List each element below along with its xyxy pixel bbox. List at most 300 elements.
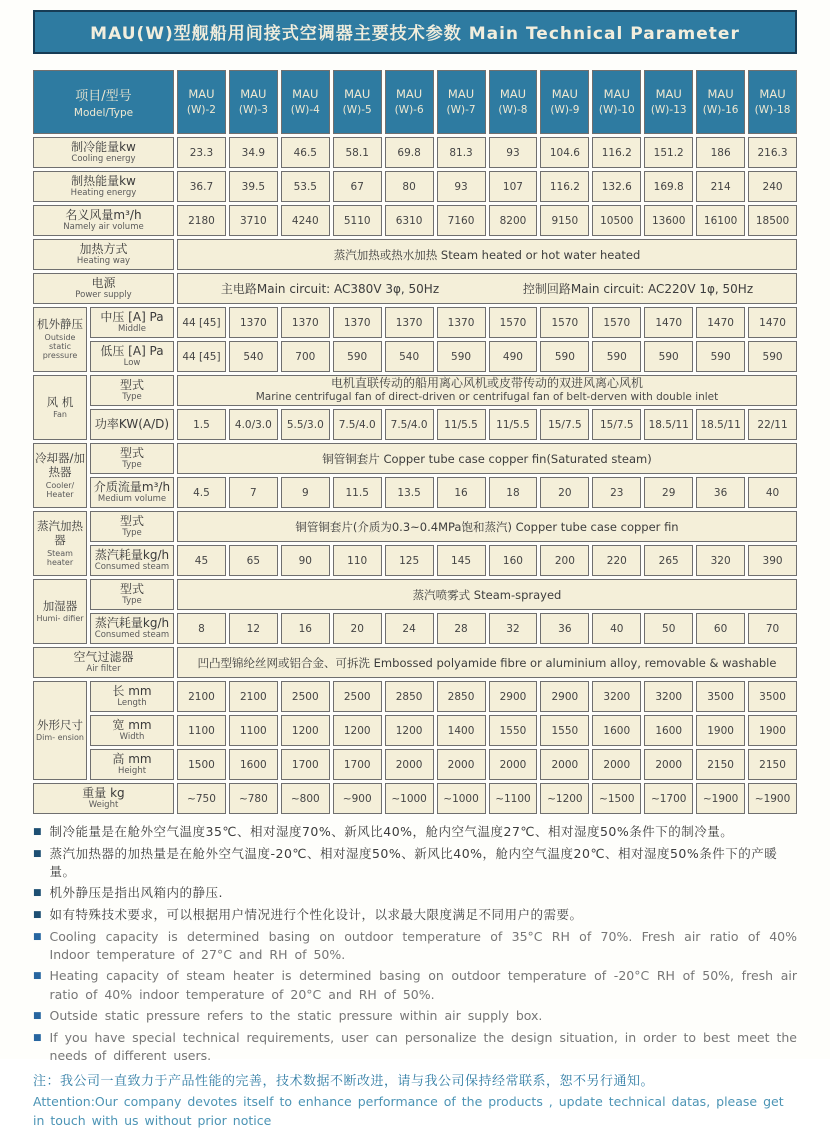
footnote-text: 如有特殊技术要求，可以根据用户情况进行个性化设计，以求最大限度满足不同用户的需要。 [50, 906, 583, 924]
value-cell: 1200 [385, 715, 434, 746]
value-cell: ~780 [229, 783, 278, 814]
model-line2: (W)-7 [447, 103, 476, 117]
footnotes [33, 823, 797, 1065]
corner-label-en: Model/Type [74, 107, 133, 119]
span-text-left: 主电路Main circuit: AC380V 3φ, 50Hz [221, 280, 439, 297]
row-label-en: Type [122, 597, 142, 607]
value-cell: 70 [748, 613, 797, 644]
row-label-zh: 型式 [120, 378, 144, 392]
footnote-text: Cooling capacity is determined basing on outdoor temperature of 35°C RH of 70%. Fresh air ratio of 40% Indoor temperature of 27°C and RH of 50%. [50, 928, 797, 964]
value-cell: 540 [385, 341, 434, 372]
value-cell: 2000 [437, 749, 486, 780]
value-cell: 1370 [229, 307, 278, 338]
footnote-item [33, 884, 797, 902]
value-cell: 93 [489, 137, 538, 168]
value-cell: 7 [229, 477, 278, 508]
row-label-zh: 制热能量kw [71, 174, 136, 188]
footnote-item [33, 823, 797, 841]
value-cell: 151.2 [644, 137, 693, 168]
value-cell: 60 [696, 613, 745, 644]
row-label-zh: 型式 [120, 582, 144, 596]
row-label-cell [90, 511, 174, 542]
value-cell: 1700 [333, 749, 382, 780]
value-cell: 590 [592, 341, 641, 372]
row-label-en: Consumed steam [95, 563, 169, 573]
value-cell: 7.5/4.0 [385, 409, 434, 440]
value-cell: 116.2 [540, 171, 589, 202]
row-label-en: Consumed steam [95, 631, 169, 641]
value-cell: 65 [229, 545, 278, 576]
model-header-cell [592, 70, 641, 134]
value-cell: 200 [540, 545, 589, 576]
footnote-item [33, 1029, 797, 1065]
value-cell: 16 [281, 613, 330, 644]
row-label-en: Heating way [77, 257, 130, 267]
model-line2: (W)-13 [651, 103, 687, 117]
value-cell: 1370 [333, 307, 382, 338]
row-label-cell [33, 137, 174, 168]
model-line1: MAU [604, 87, 630, 103]
value-cell: 2100 [177, 681, 226, 712]
row-label-zh: 蒸汽加热器 [35, 520, 85, 548]
value-cell: 590 [437, 341, 486, 372]
value-cell: 320 [696, 545, 745, 576]
span-value-cell: 凹凸型锦纶丝网或铝合金、可拆洗 Embossed polyamide fibre or aluminium alloy, removable & washable [177, 647, 797, 678]
footnote-item [33, 967, 797, 1003]
value-cell: 1500 [177, 749, 226, 780]
span-value-cell [177, 375, 797, 406]
model-header-cell [696, 70, 745, 134]
row-label-zh: 型式 [120, 514, 144, 528]
model-line1: MAU [656, 87, 682, 103]
value-cell: 44 [45] [177, 341, 226, 372]
value-cell: 2100 [229, 681, 278, 712]
group-label-cell [33, 375, 87, 440]
value-cell: 2500 [333, 681, 382, 712]
row-label-zh: 名义风量m³/h [65, 208, 141, 222]
value-cell: 44 [45] [177, 307, 226, 338]
value-cell: 8 [177, 613, 226, 644]
value-cell: 110 [333, 545, 382, 576]
value-cell: 125 [385, 545, 434, 576]
row-label-cell [33, 647, 174, 678]
square-bullet-icon: ■ [33, 909, 42, 924]
footnote-item [33, 906, 797, 924]
value-cell: 7.5/4.0 [333, 409, 382, 440]
row-label-zh: 中压 [A] Pa [100, 310, 163, 324]
footnote-text: 蒸汽加热器的加热量是在舱外空气温度-20℃、相对湿度50%、新风比40%，舱内空气温度20℃、相对湿度50%条件下的产暖量。 [50, 845, 797, 881]
value-cell: 700 [281, 341, 330, 372]
value-cell: 1900 [748, 715, 797, 746]
value-cell: 1570 [592, 307, 641, 338]
value-cell: 18500 [748, 205, 797, 236]
row-label-en: Outside static pressure [35, 333, 85, 361]
value-cell: 46.5 [281, 137, 330, 168]
value-cell: 81.3 [437, 137, 486, 168]
row-label-en: Weight [89, 801, 119, 811]
row-label-zh: 加湿器 [43, 600, 78, 614]
footnote-text: Heating capacity of steam heater is determined basing on outdoor temperature of -20°C RH of 50%, fresh air ratio of 40% indoor temperature of 20°C and RH of 50%. [50, 967, 797, 1003]
footnote-item [33, 1007, 797, 1025]
value-cell: 3500 [696, 681, 745, 712]
row-label-cell [90, 613, 174, 644]
group-label-cell [33, 681, 87, 780]
value-cell: 160 [489, 545, 538, 576]
model-header-cell [177, 70, 226, 134]
row-label-cell [90, 477, 174, 508]
row-label-zh: 高 mm [112, 752, 151, 766]
value-cell: 1100 [177, 715, 226, 746]
value-cell: 3710 [229, 205, 278, 236]
corner-label-zh: 项目/型号 [75, 85, 131, 104]
value-cell: 1200 [333, 715, 382, 746]
value-cell: 1.5 [177, 409, 226, 440]
row-label-en: Dim- ension [36, 733, 84, 742]
model-header-cell [540, 70, 589, 134]
model-line2: (W)-6 [395, 103, 424, 117]
row-label-zh: 功率KW(A/D) [95, 417, 169, 431]
row-label-en: Fan [53, 410, 67, 419]
value-cell: 13600 [644, 205, 693, 236]
row-label-en: Length [117, 699, 146, 709]
footnote-item [33, 928, 797, 964]
value-cell: ~1100 [489, 783, 538, 814]
row-label-zh: 宽 mm [112, 718, 151, 732]
row-label-cell [90, 341, 174, 372]
value-cell: 18 [489, 477, 538, 508]
model-line2: (W)-2 [187, 103, 216, 117]
value-cell: 22/11 [748, 409, 797, 440]
value-cell: ~1900 [696, 783, 745, 814]
row-label-en: Namely air volume [63, 223, 143, 233]
value-cell: 40 [592, 613, 641, 644]
attention-note [33, 1072, 797, 1130]
value-cell: 2500 [281, 681, 330, 712]
model-header-cell [748, 70, 797, 134]
row-label-zh: 电源 [91, 276, 115, 290]
value-cell: 3200 [644, 681, 693, 712]
value-cell: 107 [489, 171, 538, 202]
value-cell: 2000 [489, 749, 538, 780]
value-cell: 50 [644, 613, 693, 644]
row-label-cell [90, 749, 174, 780]
value-cell: 540 [229, 341, 278, 372]
row-label-en: Width [120, 733, 145, 743]
value-cell: 590 [540, 341, 589, 372]
row-label-cell [33, 205, 174, 236]
value-cell: ~1200 [540, 783, 589, 814]
value-cell: 12 [229, 613, 278, 644]
value-cell: ~1000 [437, 783, 486, 814]
model-line2: (W)-5 [343, 103, 372, 117]
group-label-cell [33, 443, 87, 508]
parameters-table [33, 70, 797, 814]
value-cell: 23.3 [177, 137, 226, 168]
value-cell: 1370 [385, 307, 434, 338]
corner-header-cell [33, 70, 174, 134]
row-label-en: Type [122, 393, 142, 403]
model-line1: MAU [448, 87, 474, 103]
value-cell: 4.5 [177, 477, 226, 508]
square-bullet-icon: ■ [33, 931, 42, 964]
value-cell: 186 [696, 137, 745, 168]
page-title: MAU(W)型舰船用间接式空调器主要技术参数 Main Technical Parameter [33, 10, 797, 54]
span-value-cell: 铜管铜套片 Copper tube case copper fin(Saturated steam) [177, 443, 797, 474]
row-label-zh: 外形尺寸 [37, 719, 83, 733]
value-cell: 4.0/3.0 [229, 409, 278, 440]
row-label-zh: 低压 [A] Pa [100, 344, 163, 358]
value-cell: 93 [437, 171, 486, 202]
row-label-en: Humi- difier [36, 614, 83, 623]
value-cell: 1370 [281, 307, 330, 338]
value-cell: 53.5 [281, 171, 330, 202]
model-line1: MAU [188, 87, 214, 103]
value-cell: 2850 [437, 681, 486, 712]
value-cell: ~1000 [385, 783, 434, 814]
row-label-en: Cooling energy [71, 155, 135, 165]
model-line2: (W)-9 [550, 103, 579, 117]
group-label-cell [33, 579, 87, 644]
value-cell: 1470 [748, 307, 797, 338]
value-cell: 1600 [229, 749, 278, 780]
value-cell: 214 [696, 171, 745, 202]
value-cell: 28 [437, 613, 486, 644]
value-cell: 2150 [696, 749, 745, 780]
row-label-cell [90, 681, 174, 712]
value-cell: 11/5.5 [437, 409, 486, 440]
model-line1: MAU [240, 87, 266, 103]
row-label-cell [90, 409, 174, 440]
row-label-en: Type [122, 529, 142, 539]
span-text-en: Marine centrifugal fan of direct-driven or centrifugal fan of belt-derven with double inlet [256, 391, 719, 405]
value-cell: 16 [437, 477, 486, 508]
model-line1: MAU [344, 87, 370, 103]
value-cell: 6310 [385, 205, 434, 236]
value-cell: 9150 [540, 205, 589, 236]
value-cell: 16100 [696, 205, 745, 236]
model-line1: MAU [396, 87, 422, 103]
row-label-cell [90, 579, 174, 610]
row-label-zh: 加热方式 [79, 242, 127, 256]
value-cell: 29 [644, 477, 693, 508]
row-label-cell [33, 239, 174, 270]
value-cell: 2850 [385, 681, 434, 712]
group-label-cell [33, 307, 87, 372]
content-area [33, 10, 797, 1130]
value-cell: 34.9 [229, 137, 278, 168]
row-label-en: Medium volume [98, 495, 166, 505]
row-label-zh: 蒸汽耗量kg/h [95, 548, 169, 562]
row-label-en: Height [118, 767, 146, 777]
row-label-zh: 型式 [120, 446, 144, 460]
value-cell: 1600 [592, 715, 641, 746]
row-label-zh: 介质流量m³/h [94, 480, 170, 494]
value-cell: ~750 [177, 783, 226, 814]
value-cell: 1570 [489, 307, 538, 338]
value-cell: 2150 [748, 749, 797, 780]
model-line2: (W)-18 [755, 103, 791, 117]
value-cell: 220 [592, 545, 641, 576]
row-label-en: Low [124, 359, 141, 369]
value-cell: 9 [281, 477, 330, 508]
value-cell: 90 [281, 545, 330, 576]
value-cell: ~1500 [592, 783, 641, 814]
value-cell: 11.5 [333, 477, 382, 508]
model-line1: MAU [759, 87, 785, 103]
row-label-zh: 长 mm [112, 684, 151, 698]
row-label-cell [33, 783, 174, 814]
row-label-en: Power supply [75, 291, 131, 301]
row-label-en: Air filter [86, 665, 120, 675]
value-cell: 1550 [540, 715, 589, 746]
value-cell: 36 [540, 613, 589, 644]
footnote-text: 机外静压是指出风箱内的静压. [50, 884, 223, 902]
span-value-cell [177, 273, 797, 304]
value-cell: 18.5/11 [696, 409, 745, 440]
value-cell: 590 [748, 341, 797, 372]
value-cell: 116.2 [592, 137, 641, 168]
value-cell: 36 [696, 477, 745, 508]
value-cell: 216.3 [748, 137, 797, 168]
row-label-cell [33, 171, 174, 202]
value-cell: 490 [489, 341, 538, 372]
value-cell: 145 [437, 545, 486, 576]
row-label-cell [90, 545, 174, 576]
value-cell: 2180 [177, 205, 226, 236]
value-cell: 1370 [437, 307, 486, 338]
value-cell: 20 [333, 613, 382, 644]
value-cell: 590 [696, 341, 745, 372]
span-text-zh: 电机直联传动的船用离心风机或皮带传动的双进风离心风机 [331, 376, 643, 392]
value-cell: 104.6 [540, 137, 589, 168]
value-cell: 390 [748, 545, 797, 576]
value-cell: 39.5 [229, 171, 278, 202]
row-label-en: Heating energy [71, 189, 137, 199]
value-cell: 5.5/3.0 [281, 409, 330, 440]
footnote-text: Outside static pressure refers to the static pressure within air supply box. [50, 1007, 543, 1025]
value-cell: 2000 [592, 749, 641, 780]
value-cell: 1700 [281, 749, 330, 780]
value-cell: 1600 [644, 715, 693, 746]
row-label-en: Type [122, 461, 142, 471]
row-label-zh: 蒸汽耗量kg/h [95, 616, 169, 630]
value-cell: 45 [177, 545, 226, 576]
value-cell: 1470 [696, 307, 745, 338]
row-label-cell [90, 443, 174, 474]
model-line2: (W)-16 [703, 103, 739, 117]
row-label-zh: 冷却器/加热器 [35, 452, 85, 480]
value-cell: 1550 [489, 715, 538, 746]
value-cell: 3200 [592, 681, 641, 712]
model-header-cell [489, 70, 538, 134]
attention-note-en: Attention:Our company devotes itself to enhance performance of the products , update technical datas, please get in touch with us without prior notice [33, 1092, 797, 1130]
value-cell: 32 [489, 613, 538, 644]
row-label-en: Steam heater [35, 549, 85, 567]
row-label-en: Middle [118, 325, 146, 335]
value-cell: 11/5.5 [489, 409, 538, 440]
model-line2: (W)-4 [291, 103, 320, 117]
value-cell: 132.6 [592, 171, 641, 202]
row-label-zh: 机外静压 [37, 318, 83, 332]
value-cell: 1470 [644, 307, 693, 338]
value-cell: 20 [540, 477, 589, 508]
value-cell: ~800 [281, 783, 330, 814]
row-label-cell [90, 375, 174, 406]
row-label-zh: 重量 kg [82, 786, 124, 800]
value-cell: 1400 [437, 715, 486, 746]
value-cell: 15/7.5 [592, 409, 641, 440]
value-cell: 13.5 [385, 477, 434, 508]
value-cell: 1900 [696, 715, 745, 746]
value-cell: 4240 [281, 205, 330, 236]
value-cell: ~1900 [748, 783, 797, 814]
value-cell: 1100 [229, 715, 278, 746]
value-cell: 2000 [385, 749, 434, 780]
row-label-en: Cooler/ Heater [35, 481, 85, 499]
model-header-cell [644, 70, 693, 134]
value-cell: 80 [385, 171, 434, 202]
square-bullet-icon: ■ [33, 970, 42, 1003]
attention-note-zh: 注：我公司一直致力于产品性能的完善，技术数据不断改进，请与我公司保持经常联系，恕不另行通知。 [33, 1072, 797, 1092]
square-bullet-icon: ■ [33, 826, 42, 841]
value-cell: 5110 [333, 205, 382, 236]
footnote-text: 制冷能量是在舱外空气温度35℃、相对湿度70%、新风比40%，舱内空气温度27℃、相对湿度50%条件下的制冷量。 [50, 823, 734, 841]
model-line1: MAU [552, 87, 578, 103]
row-label-zh: 风 机 [47, 396, 74, 410]
model-line2: (W)-8 [498, 103, 527, 117]
model-header-cell [281, 70, 330, 134]
row-label-zh: 制冷能量kw [71, 140, 136, 154]
value-cell: 67 [333, 171, 382, 202]
model-header-cell [229, 70, 278, 134]
row-label-cell [33, 273, 174, 304]
value-cell: 36.7 [177, 171, 226, 202]
span-value-cell: 蒸汽喷雾式 Steam-sprayed [177, 579, 797, 610]
footnote-item [33, 845, 797, 881]
value-cell: 18.5/11 [644, 409, 693, 440]
value-cell: 2000 [540, 749, 589, 780]
model-header-cell [333, 70, 382, 134]
square-bullet-icon: ■ [33, 848, 42, 881]
model-header-cell [385, 70, 434, 134]
model-line2: (W)-3 [239, 103, 268, 117]
value-cell: 2900 [540, 681, 589, 712]
value-cell: 240 [748, 171, 797, 202]
value-cell: 265 [644, 545, 693, 576]
span-text-right: 控制回路Main circuit: AC220V 1φ, 50Hz [523, 280, 753, 297]
row-label-cell [90, 307, 174, 338]
value-cell: 24 [385, 613, 434, 644]
square-bullet-icon: ■ [33, 887, 42, 902]
square-bullet-icon: ■ [33, 1010, 42, 1025]
value-cell: 3500 [748, 681, 797, 712]
model-line1: MAU [708, 87, 734, 103]
value-cell: 2900 [489, 681, 538, 712]
value-cell: 58.1 [333, 137, 382, 168]
value-cell: 590 [644, 341, 693, 372]
value-cell: ~1700 [644, 783, 693, 814]
footnote-text: If you have special technical requirements, user can personalize the design situation, in order to best meet the needs of different users. [50, 1029, 797, 1065]
value-cell: 40 [748, 477, 797, 508]
model-line2: (W)-10 [599, 103, 635, 117]
square-bullet-icon: ■ [33, 1032, 42, 1065]
value-cell: 23 [592, 477, 641, 508]
value-cell: ~900 [333, 783, 382, 814]
value-cell: 1200 [281, 715, 330, 746]
model-line1: MAU [500, 87, 526, 103]
value-cell: 169.8 [644, 171, 693, 202]
group-label-cell [33, 511, 87, 576]
